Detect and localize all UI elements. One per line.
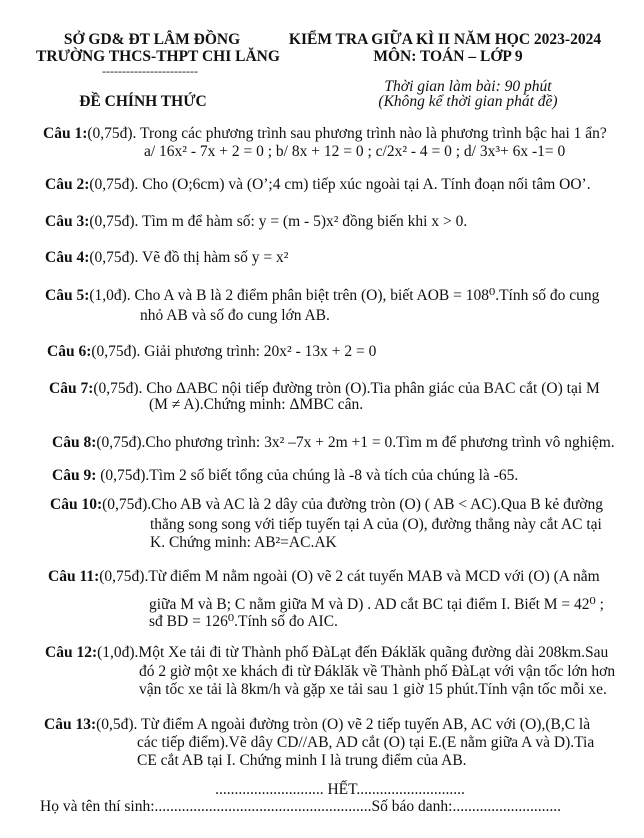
official-label: ĐỀ CHÍNH THỨC	[79, 93, 207, 110]
end-marker: ............................ HẾT............................	[215, 781, 465, 798]
question-10: Câu 10:(0,75đ).Cho AB và AC là 2 dây của đường tròn (O) ( AB < AC).Qua B kẻ đường	[50, 496, 603, 513]
question-4: Câu 4:(0,75đ). Vẽ đồ thị hàm số y = x²	[45, 249, 289, 266]
student-info-line: Họ và tên thí sinh:........................................................Số báo danh:............................	[40, 798, 561, 815]
question-9: Câu 9: (0,75đ).Tìm 2 số biết tổng của chúng là -8 và tích của chúng là -65.	[52, 467, 519, 484]
question-13-cont-2: CE cắt AB tại I. Chứng minh I là trung điểm của AB.	[137, 752, 467, 769]
question-12-cont-2: vận tốc xe tải là 8km/h và gặp xe tải sau 1 giờ 15 phút.Tính vận tốc mỗi xe.	[139, 681, 607, 698]
question-3: Câu 3:(0,75đ). Tìm m để hàm số: y = (m - 5)x² đồng biến khi x > 0.	[45, 213, 468, 230]
question-10-cont-1: thẳng song song với tiếp tuyến tại A của (O), đường thẳng này cắt AC tại	[150, 516, 602, 533]
question-12: Câu 12:(1,0đ).Một Xe tải đi từ Thành phố ĐàLạt đến Đáklăk quãng đường dài 208km.Sau	[45, 644, 609, 661]
question-13: Câu 13:(0,5đ). Từ điểm A ngoài đường tròn (O) vẽ 2 tiếp tuyến AB, AC với (O),(B,C là	[44, 716, 591, 733]
question-7-cont: (M ≠ A).Chứng minh: ΔMBC cân.	[149, 396, 364, 413]
question-7: Câu 7:(0,75đ). Cho ΔABC nội tiếp đường tròn (O).Tia phân giác của BAC cắt (O) tại M	[49, 380, 600, 397]
exam-title: KIỂM TRA GIỮA KÌ II NĂM HỌC 2023-2024	[288, 31, 602, 48]
question-5: Câu 5:(1,0đ). Cho A và B là 2 điểm phân biệt trên (O), biết AOB = 108⁰.Tính số đo cung	[45, 287, 600, 304]
question-11: Câu 11:(0,75đ).Từ điểm M nằm ngoài (O) vẽ 2 cát tuyến MAB và MCD với (O) (A nằm	[48, 568, 600, 585]
question-8: Câu 8:(0,75đ).Cho phương trình: 3x² –7x + 2m +1 = 0.Tìm m để phương trình vô nghiệm.	[52, 434, 615, 451]
question-2: Câu 2:(0,75đ). Cho (O;6cm) và (O’;4 cm) tiếp xúc ngoài tại A. Tính đoạn nối tâm OO’.	[45, 176, 591, 193]
question-11-cont-2: sđ BD = 126⁰.Tính số đo AIC.	[149, 613, 338, 630]
header-divider: ------------------------	[102, 64, 198, 78]
exam-duration: Thời gian làm bài: 90 phút	[384, 78, 552, 95]
question-11-cont-1: giữa M và B; C nằm giữa M và D) . AD cắt BC tại điểm I. Biết M = 42⁰ ;	[149, 596, 604, 613]
question-1-options: a/ 16x² - 7x + 2 = 0 ; b/ 8x + 12 = 0 ; c/2x² - 4 = 0 ; d/ 3x³+ 6x -1= 0	[144, 143, 566, 160]
question-10-cont-2: K. Chứng minh: AB²=AC.AK	[150, 534, 337, 551]
question-5-cont: nhỏ AB và số đo cung lớn AB.	[140, 307, 330, 324]
question-6: Câu 6:(0,75đ). Giải phương trình: 20x² - 13x + 2 = 0	[47, 343, 377, 360]
exam-subject: MÔN: TOÁN – LỚP 9	[373, 48, 523, 65]
department-name: SỞ GD& ĐT LÂM ĐỒNG	[63, 31, 241, 48]
question-12-cont-1: đó 2 giờ một xe khách đi từ Đáklăk về Thành phố ĐàLạt với vận tốc lớn hơn	[139, 663, 616, 680]
school-name: TRƯỜNG THCS-THPT CHI LĂNG	[36, 48, 280, 65]
question-1: Câu 1:(0,75đ). Trong các phương trình sau phương trình nào là phương trình bậc hai 1 ẩn?	[43, 125, 607, 142]
question-13-cont-1: các tiếp điểm).Vẽ dây CD//AB, AD cắt (O) tại E.(E nằm giữa A và D).Tia	[137, 734, 595, 751]
exam-duration-note: (Không kể thời gian phát đề)	[378, 93, 558, 110]
